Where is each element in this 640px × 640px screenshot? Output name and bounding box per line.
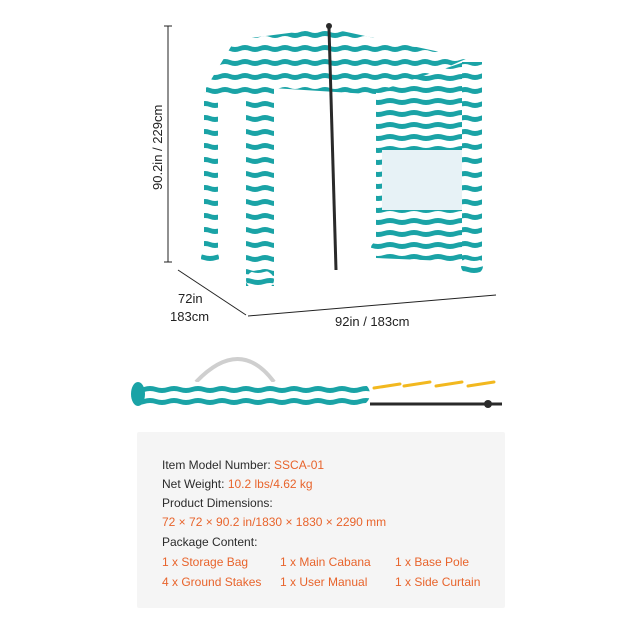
- package-item: 1 x Main Cabana: [280, 555, 371, 569]
- model-number-value: SSCA-01: [274, 458, 325, 472]
- front-right-leg: [462, 62, 482, 270]
- package-item: 1 x User Manual: [280, 575, 368, 589]
- net-weight-row: [162, 477, 313, 491]
- spec-card: [137, 432, 505, 608]
- net-weight-label: Net Weight:: [162, 477, 225, 491]
- package-content-label: Package Content:: [162, 535, 258, 549]
- model-number-label: Item Model Number:: [162, 458, 271, 472]
- package-item: 4 x Ground Stakes: [162, 575, 262, 589]
- base-pole-image: [370, 400, 502, 408]
- depth-cm: 183cm: [170, 309, 210, 324]
- product-dimensions-value: 72 × 72 × 90.2 in/1830 × 1830 × 2290 mm: [162, 515, 387, 529]
- width-dimension-label: 92in / 183cm: [335, 314, 410, 329]
- height-dimension-label: 90.2in / 229cm: [150, 104, 165, 190]
- package-item: 1 x Side Curtain: [395, 575, 481, 589]
- depth-inches: 72in: [178, 291, 203, 306]
- model-number-row: [162, 458, 324, 472]
- mesh-window: [382, 150, 462, 210]
- package-item: 1 x Storage Bag: [162, 555, 249, 569]
- depth-dimension-label: [170, 290, 209, 326]
- product-dimensions-label: Product Dimensions:: [162, 496, 273, 510]
- package-item: 1 x Base Pole: [395, 555, 470, 569]
- storage-bag-image: [131, 359, 370, 406]
- back-left-leg: [204, 92, 218, 264]
- cabana-image: [201, 23, 483, 290]
- front-left-leg: [246, 82, 274, 286]
- ground-stakes-image: [374, 382, 494, 388]
- net-weight-value: 10.2 lbs/4.62 kg: [227, 477, 313, 491]
